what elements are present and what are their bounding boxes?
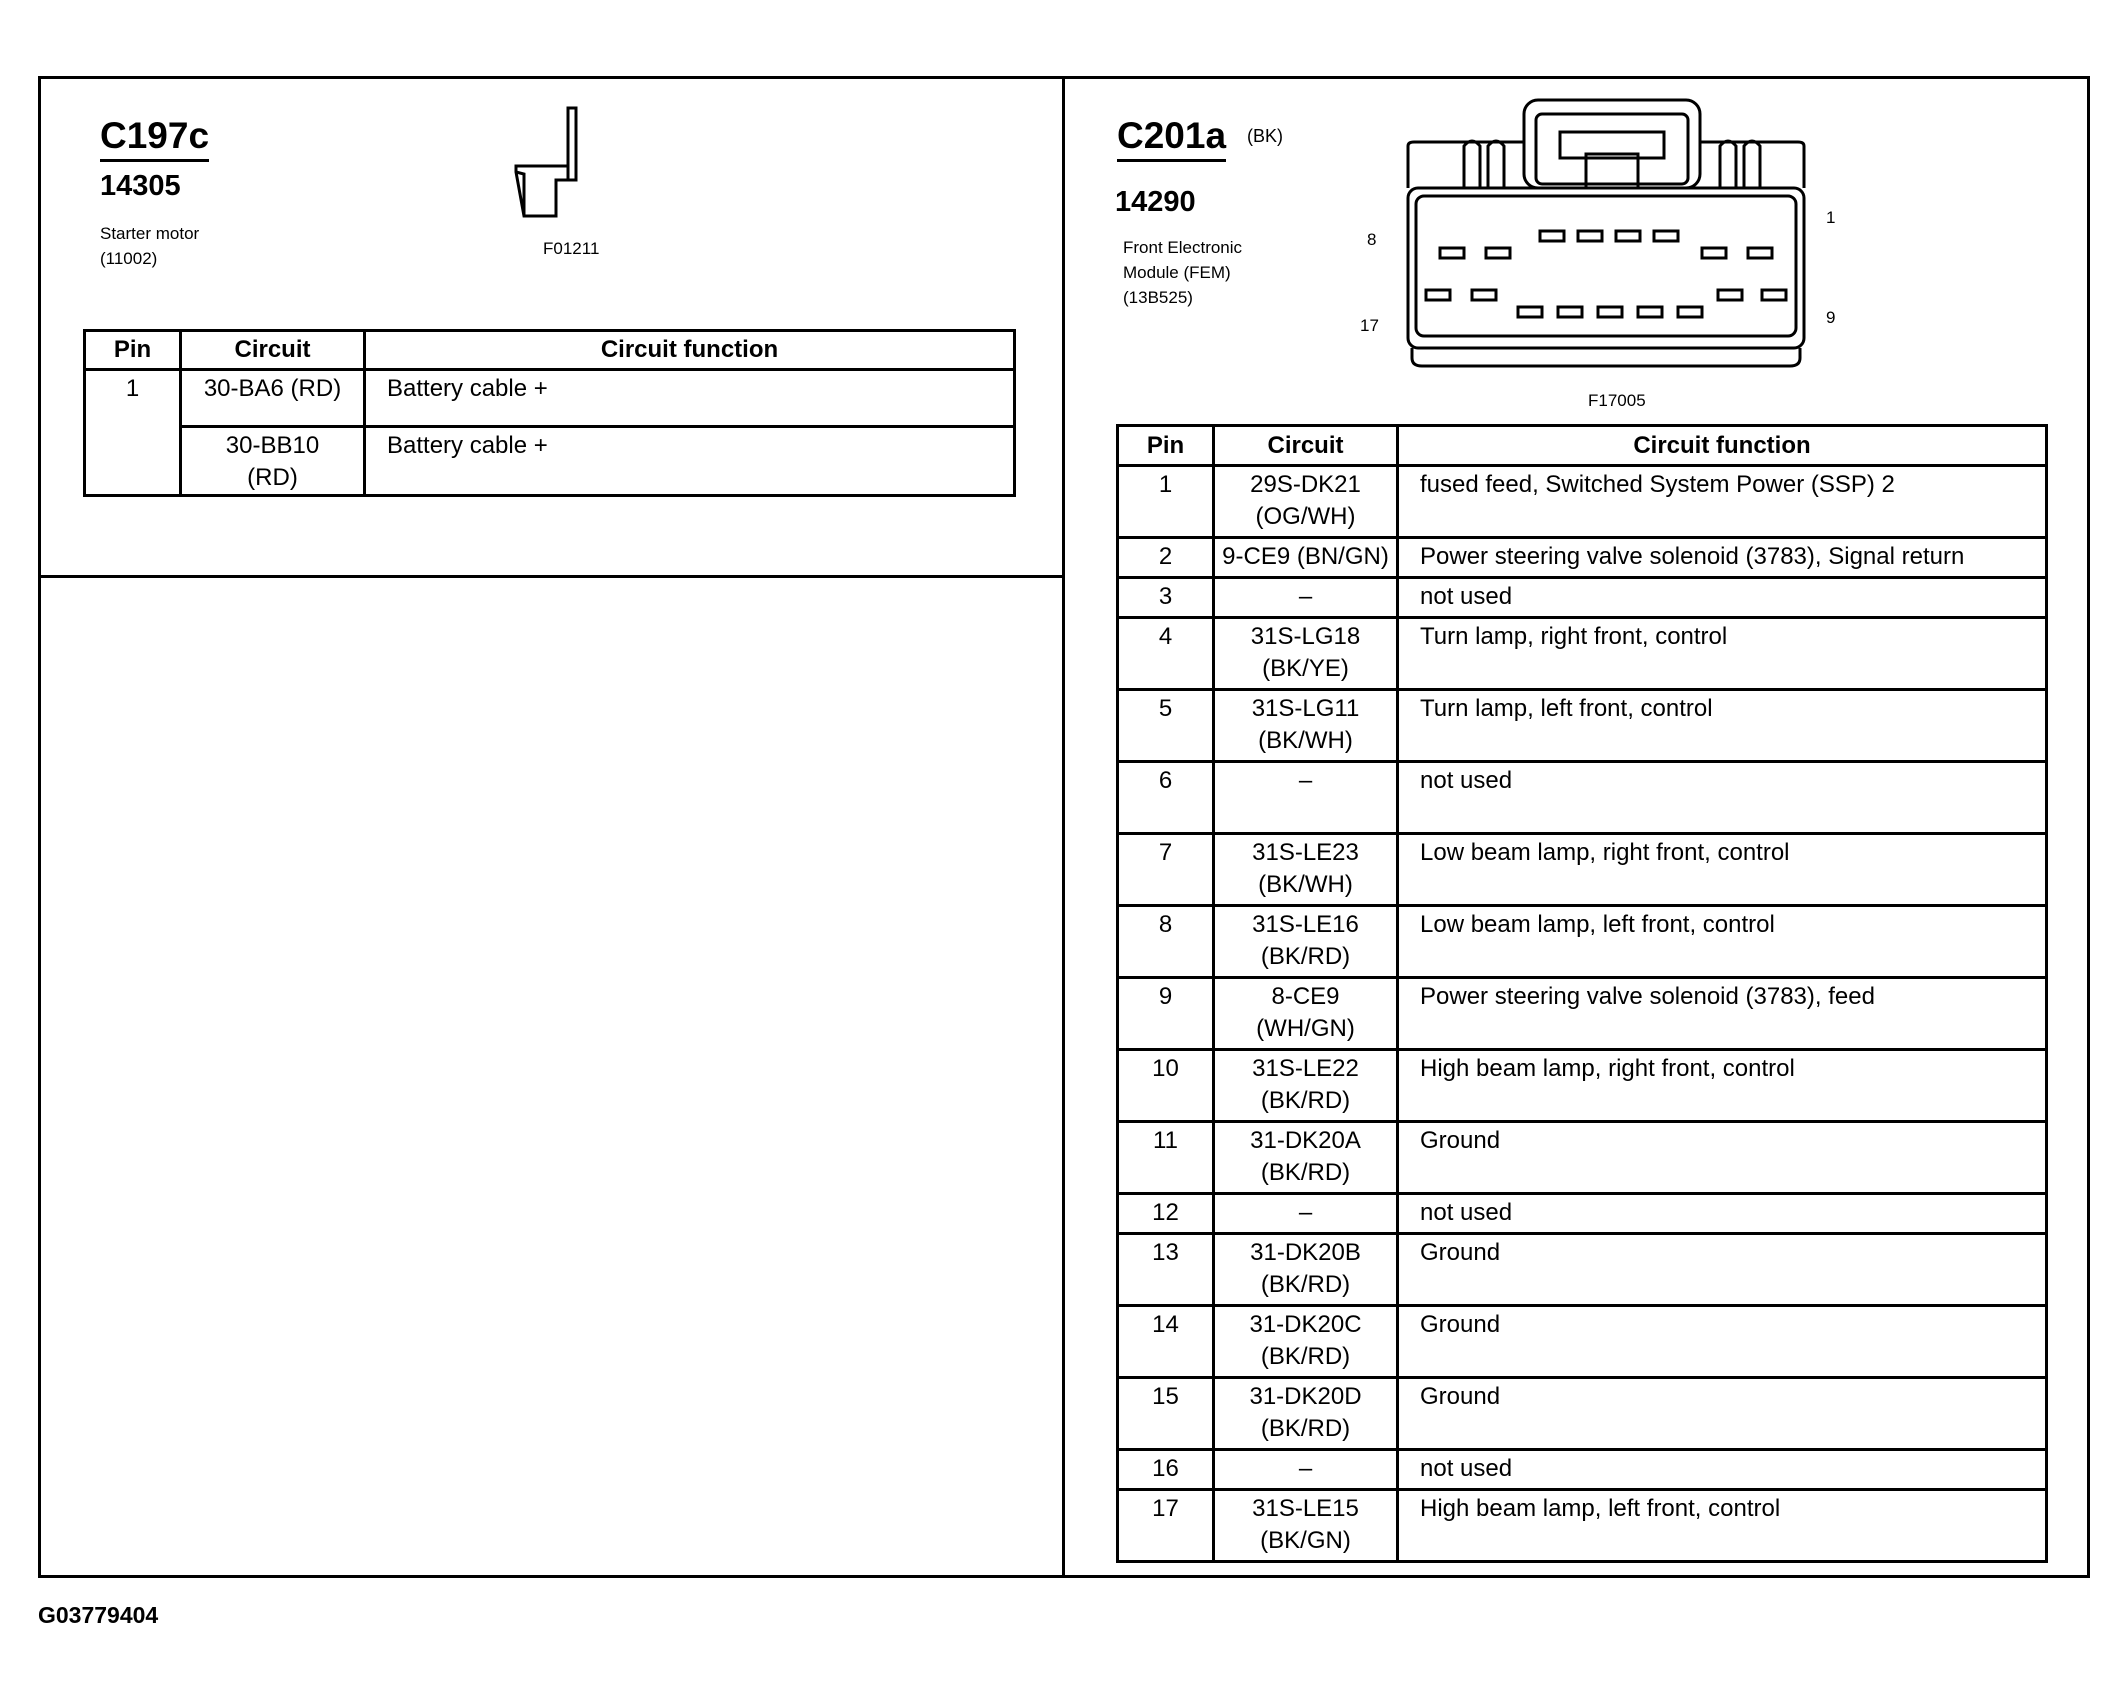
vertical-divider xyxy=(1062,76,1065,1578)
circuit-line: 31-DK20B xyxy=(1250,1239,1361,1266)
figure-id: G03779404 xyxy=(38,1602,159,1628)
table-row xyxy=(1118,538,2047,578)
circuit-line: (BK/RD) xyxy=(1260,1087,1351,1114)
description-line: Front Electronic xyxy=(1123,238,1243,257)
pin-cell: 17 xyxy=(1118,1490,1214,1562)
circuit-line: 31S-LE23 xyxy=(1252,839,1359,866)
pin-cell: 9 xyxy=(1118,978,1214,1050)
circuit-line: (BK/RD) xyxy=(1260,1271,1351,1298)
circuit-cell xyxy=(1214,466,1398,538)
table-row xyxy=(1118,1450,2047,1490)
pin-cell: 5 xyxy=(1118,690,1214,762)
starter-connector-icon xyxy=(510,104,618,220)
circuit-line: (BK/WH) xyxy=(1258,727,1353,754)
header-circuit: Circuit xyxy=(181,331,365,370)
description-line: (13B525) xyxy=(1123,288,1193,307)
circuit-line: (BK/YE) xyxy=(1262,655,1349,682)
description-line: Module (FEM) xyxy=(1123,263,1231,282)
connector-id: C201a xyxy=(1117,117,1226,162)
pinout-table-body xyxy=(1118,466,2047,1562)
header-circuit-function: Circuit function xyxy=(365,331,1015,370)
table-row xyxy=(1118,1194,2047,1234)
pin-label-1: 1 xyxy=(1826,208,1836,227)
table-row xyxy=(1118,762,2047,834)
circuit-line: 31S-LG11 xyxy=(1251,695,1360,722)
function-cell: not used xyxy=(1398,1194,2047,1234)
function-cell: Ground xyxy=(1398,1306,2047,1378)
table-row xyxy=(1118,1490,2047,1562)
table-row xyxy=(85,427,1015,496)
function-cell: not used xyxy=(1398,1450,2047,1490)
pin-cell: 6 xyxy=(1118,762,1214,834)
circuit-line: 30-BA6 (RD) xyxy=(203,375,342,402)
pin-cell: 1 xyxy=(1118,466,1214,538)
circuit-line: 31S-LE16 xyxy=(1252,911,1359,938)
circuit-cell xyxy=(1214,690,1398,762)
table-row xyxy=(85,370,1015,427)
connector-description xyxy=(1123,235,1242,310)
circuit-line: (BK/RD) xyxy=(1260,1343,1351,1370)
connector-id: C197c xyxy=(100,117,209,162)
function-cell: Low beam lamp, right front, control xyxy=(1398,834,2047,906)
horizontal-divider xyxy=(38,575,1065,578)
table-row xyxy=(1118,1122,2047,1194)
pinout-table-c201a xyxy=(1116,424,2048,1563)
circuit-cell xyxy=(1214,1306,1398,1378)
table-row xyxy=(1118,1378,2047,1450)
table-row xyxy=(1118,978,2047,1050)
function-cell: High beam lamp, left front, control xyxy=(1398,1490,2047,1562)
table-row xyxy=(1118,1234,2047,1306)
pinout-table-c197c xyxy=(83,329,1016,497)
circuit-line: (BK/GN) xyxy=(1260,1527,1351,1554)
header-pin: Pin xyxy=(1118,426,1214,466)
circuit-line: 30-BB10 xyxy=(225,432,320,459)
function-cell: Battery cable + xyxy=(365,427,1015,496)
circuit-line: (OG/WH) xyxy=(1255,503,1356,530)
circuit-cell xyxy=(181,370,365,427)
function-cell: Low beam lamp, left front, control xyxy=(1398,906,2047,978)
circuit-cell xyxy=(1214,1450,1398,1490)
function-cell: fused feed, Switched System Power (SSP) 2 xyxy=(1398,466,2047,538)
table-header-row xyxy=(85,331,1015,370)
circuit-cell xyxy=(1214,834,1398,906)
circuit-line: (BK/RD) xyxy=(1260,943,1351,970)
pin-label-8: 8 xyxy=(1367,230,1377,249)
pin-cell: 3 xyxy=(1118,578,1214,618)
circuit-line: 8-CE9 xyxy=(1271,983,1340,1010)
function-cell: Turn lamp, right front, control xyxy=(1398,618,2047,690)
header-circuit: Circuit xyxy=(1214,426,1398,466)
circuit-cell xyxy=(1214,906,1398,978)
table-row xyxy=(1118,834,2047,906)
pin-cell: 16 xyxy=(1118,1450,1214,1490)
circuit-cell xyxy=(1214,618,1398,690)
circuit-line: (BK/RD) xyxy=(1260,1415,1351,1442)
circuit-line: 29S-DK21 xyxy=(1250,471,1361,498)
circuit-line: 9-CE9 (BN/GN) xyxy=(1222,543,1389,570)
pin-label-17: 17 xyxy=(1360,316,1379,335)
circuit-line: 31-DK20D xyxy=(1249,1383,1362,1410)
circuit-line: 31-DK20C xyxy=(1249,1311,1362,1338)
pin-cell: 7 xyxy=(1118,834,1214,906)
function-cell: High beam lamp, right front, control xyxy=(1398,1050,2047,1122)
circuit-line: (WH/GN) xyxy=(1256,1015,1355,1042)
circuit-line: (BK/WH) xyxy=(1258,871,1353,898)
circuit-cell xyxy=(1214,1050,1398,1122)
circuit-cell xyxy=(1214,1122,1398,1194)
circuit-cell xyxy=(1214,538,1398,578)
pin-cell: 10 xyxy=(1118,1050,1214,1122)
circuit-cell xyxy=(1214,1378,1398,1450)
function-cell: Ground xyxy=(1398,1122,2047,1194)
table-header-row xyxy=(1118,426,2047,466)
pin-cell: 8 xyxy=(1118,906,1214,978)
circuit-cell xyxy=(1214,1490,1398,1562)
figure-code: F01211 xyxy=(543,239,600,258)
header-circuit-function: Circuit function xyxy=(1398,426,2047,466)
pin-cell: 1 xyxy=(85,370,181,496)
header-pin: Pin xyxy=(85,331,181,370)
function-cell: Power steering valve solenoid (3783), feed xyxy=(1398,978,2047,1050)
function-cell: Power steering valve solenoid (3783), Signal return xyxy=(1398,538,2047,578)
circuit-line: 31S-LG18 xyxy=(1250,623,1361,650)
circuit-line: – xyxy=(1298,1455,1313,1482)
description-line: Starter motor xyxy=(100,224,200,243)
circuit-cell xyxy=(1214,578,1398,618)
function-cell: Battery cable + xyxy=(365,370,1015,427)
circuit-line: 31S-LE22 xyxy=(1252,1055,1359,1082)
table-row xyxy=(1118,906,2047,978)
circuit-line: – xyxy=(1298,583,1313,610)
table-row xyxy=(1118,466,2047,538)
pin-cell: 11 xyxy=(1118,1122,1214,1194)
circuit-line: (BK/RD) xyxy=(1260,1159,1351,1186)
function-cell: not used xyxy=(1398,578,2047,618)
function-cell: Turn lamp, left front, control xyxy=(1398,690,2047,762)
pin-cell: 14 xyxy=(1118,1306,1214,1378)
circuit-cell xyxy=(1214,1194,1398,1234)
pin-cell: 13 xyxy=(1118,1234,1214,1306)
connector-description xyxy=(100,221,199,271)
table-row xyxy=(1118,1050,2047,1122)
table-row xyxy=(1118,1306,2047,1378)
table-row xyxy=(1118,618,2047,690)
part-number: 14290 xyxy=(1115,186,1196,218)
circuit-line: 31S-LE15 xyxy=(1252,1495,1359,1522)
circuit-cell xyxy=(1214,762,1398,834)
function-cell: Ground xyxy=(1398,1378,2047,1450)
circuit-cell xyxy=(181,427,365,496)
function-cell: Ground xyxy=(1398,1234,2047,1306)
circuit-cell xyxy=(1214,978,1398,1050)
circuit-line: 31-DK20A xyxy=(1250,1127,1361,1154)
connector-color-code: (BK) xyxy=(1247,126,1283,146)
description-line: (11002) xyxy=(100,249,158,268)
function-cell: not used xyxy=(1398,762,2047,834)
fem-connector-face-icon xyxy=(1400,96,1810,372)
pin-cell: 15 xyxy=(1118,1378,1214,1450)
circuit-line: – xyxy=(1298,767,1313,794)
pin-cell: 12 xyxy=(1118,1194,1214,1234)
part-number: 14305 xyxy=(100,170,181,202)
figure-code: F17005 xyxy=(1588,391,1646,410)
pin-cell: 2 xyxy=(1118,538,1214,578)
pin-cell: 4 xyxy=(1118,618,1214,690)
pin-label-9: 9 xyxy=(1826,308,1836,327)
circuit-line: (RD) xyxy=(247,464,298,491)
circuit-cell xyxy=(1214,1234,1398,1306)
circuit-line: – xyxy=(1298,1199,1313,1226)
table-row xyxy=(1118,578,2047,618)
table-row xyxy=(1118,690,2047,762)
